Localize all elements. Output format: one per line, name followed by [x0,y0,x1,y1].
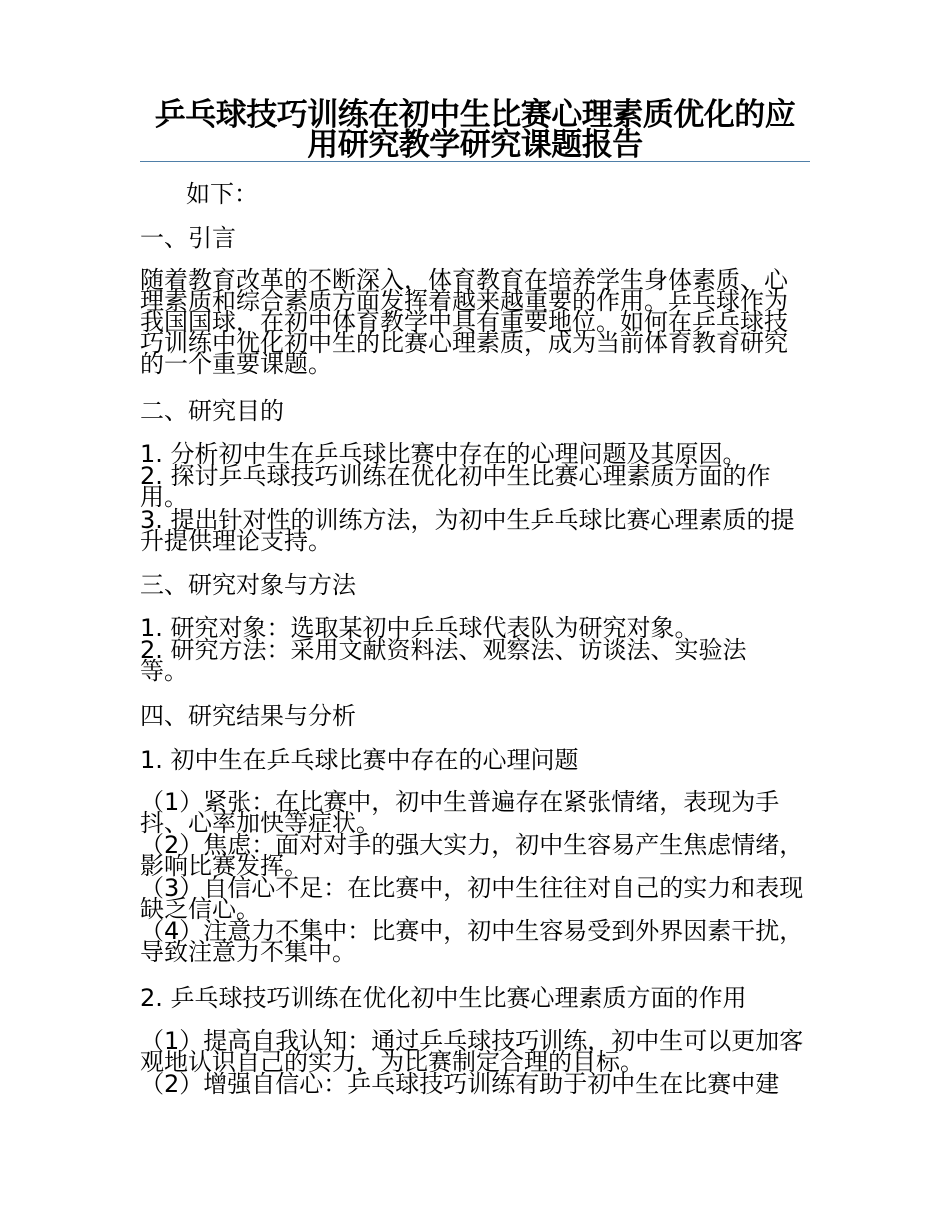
intro-paragraph: 随着教育改革的不断深入，体育教育在培养学生身体素质、心理素质和综合素质方面发挥着越来越重要的作用。乒乓球作为我国国球，在初中体育教学中具有重要地位。如何在乒乓球技巧训练中优化初中生的比赛心理素质，成为当前体育教育研究的一个重要课题。 [140,266,788,378]
subsection-heading: 2. 乒乓球技巧训练在优化初中生比赛心理素质方面的作用 [140,984,747,1012]
list-item: （1）紧张：在比赛中，初中生普遍存在紧张情绪，表现为手抖、心率加快等症状。 [140,788,780,837]
list-item: 2. 研究方法：采用文献资料法、观察法、访谈法、实验法等。 [140,636,747,685]
document-title: 乒乓球技巧训练在初中生比赛心理素质优化的应用研究教学研究课题报告 [154,97,796,163]
list-item: （3）自信心不足：在比赛中，初中生往往对自己的实力和表现缺乏信心。 [140,874,804,923]
list-item: 1. 研究对象：选取某初中乒乓球代表队为研究对象。 [140,614,699,642]
section-heading-results: 四、研究结果与分析 [140,702,356,730]
list-item: 1. 分析初中生在乒乓球比赛中存在的心理问题及其原因。 [140,440,747,468]
section-heading-methods: 三、研究对象与方法 [140,571,356,599]
section-heading-purpose: 二、研究目的 [140,397,284,425]
list-item: （1）提高自我认知：通过乒乓球技巧训练，初中生可以更加客观地认识自己的实力，为比赛制定合理的目标。 [140,1027,804,1076]
list-item: （2）焦虑：面对对手的强大实力，初中生容易产生焦虑情绪，影响比赛发挥。 [140,831,804,880]
section-heading-intro: 一、引言 [140,224,236,252]
subsection-heading: 1. 初中生在乒乓球比赛中存在的心理问题 [140,746,579,774]
intro-line: 如下： [186,180,258,208]
title-underline [140,161,810,162]
list-item: 2. 探讨乒乓球技巧训练在优化初中生比赛心理素质方面的作用。 [140,462,771,511]
list-item: （2）增强自信心：乒乓球技巧训练有助于初中生在比赛中建 [140,1070,780,1098]
list-item: （4）注意力不集中：比赛中，初中生容易受到外界因素干扰，导致注意力不集中。 [140,917,804,966]
list-item: 3. 提出针对性的训练方法，为初中生乒乓球比赛心理素质的提升提供理论支持。 [140,506,795,555]
